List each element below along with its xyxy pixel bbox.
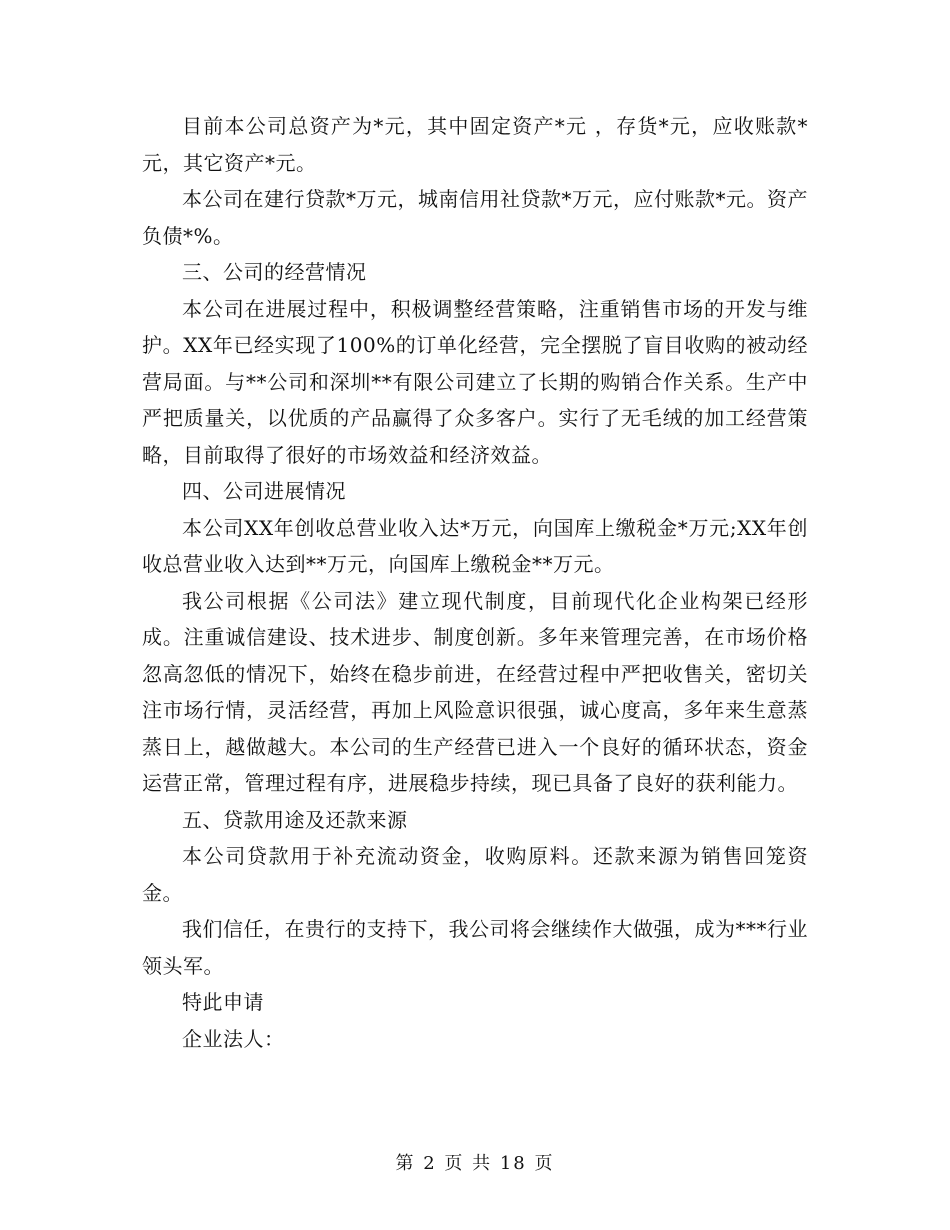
paragraph-request: 特此申请 — [182, 990, 264, 1014]
paragraph-assets: 目前本公司总资产为*元，其中固定资产*元 ，存货*元，应收账款*元，其它资产*元。 — [142, 114, 808, 175]
document-body — [142, 108, 808, 1057]
page-number-footer: 第 2 页 共 18 页 — [395, 1153, 555, 1174]
paragraph-loans: 本公司在建行贷款*万元，城南信用社贷款*万元，应付账款*元。资产负债*%。 — [142, 187, 808, 248]
paragraph-management: 我公司根据《公司法》建立现代制度，目前现代化企业构架已经形成。注重诚信建设、技术进步、制度创新。多年来管理完善，在市场价格忽高忽低的情况下，始终在稳步前进，在经营过程中严把收售关，密切关注市场行情，灵活经营，再加上风险意识很强，诚心度高，多年来生意蒸蒸日上，越做越大。本公司的生产经营已进入一个良好的循环状态，资金运营正常，管理过程有序，进展稳步持续，现已具备了良好的获利能力。 — [142, 588, 808, 795]
section-heading-operations: 三、公司的经营情况 — [182, 260, 367, 284]
section-heading-progress: 四、公司进展情况 — [182, 479, 346, 503]
section-heading-loan-usage: 五、贷款用途及还款来源 — [182, 807, 408, 832]
paragraph-legal-person: 企业法人： — [182, 1026, 285, 1051]
paragraph-loan-usage: 本公司贷款用于补充流动资金，收购原料。还款来源为销售回笼资金。 — [142, 844, 808, 905]
paragraph-operations: 本公司在进展过程中，积极调整经营策略，注重销售市场的开发与维护。XX年已经实现了100%的订单化经营，完全摆脱了盲目收购的被动经营局面。与**公司和深圳**有限公司建立了长期的购销合作关系。生产中严把质量关，以优质的产品赢得了众多客户。实行了无毛绒的加工经营策略，目前取得了很好的市场效益和经济效益。 — [142, 296, 808, 467]
paragraph-revenue: 本公司XX年创收总营业收入达*万元，向国库上缴税金*万元;XX年创收总营业收入达到**万元，向国库上缴税金**万元。 — [142, 515, 808, 576]
paragraph-closing: 我们信任，在贵行的支持下，我公司将会继续作大做强，成为***行业领头军。 — [142, 917, 808, 978]
